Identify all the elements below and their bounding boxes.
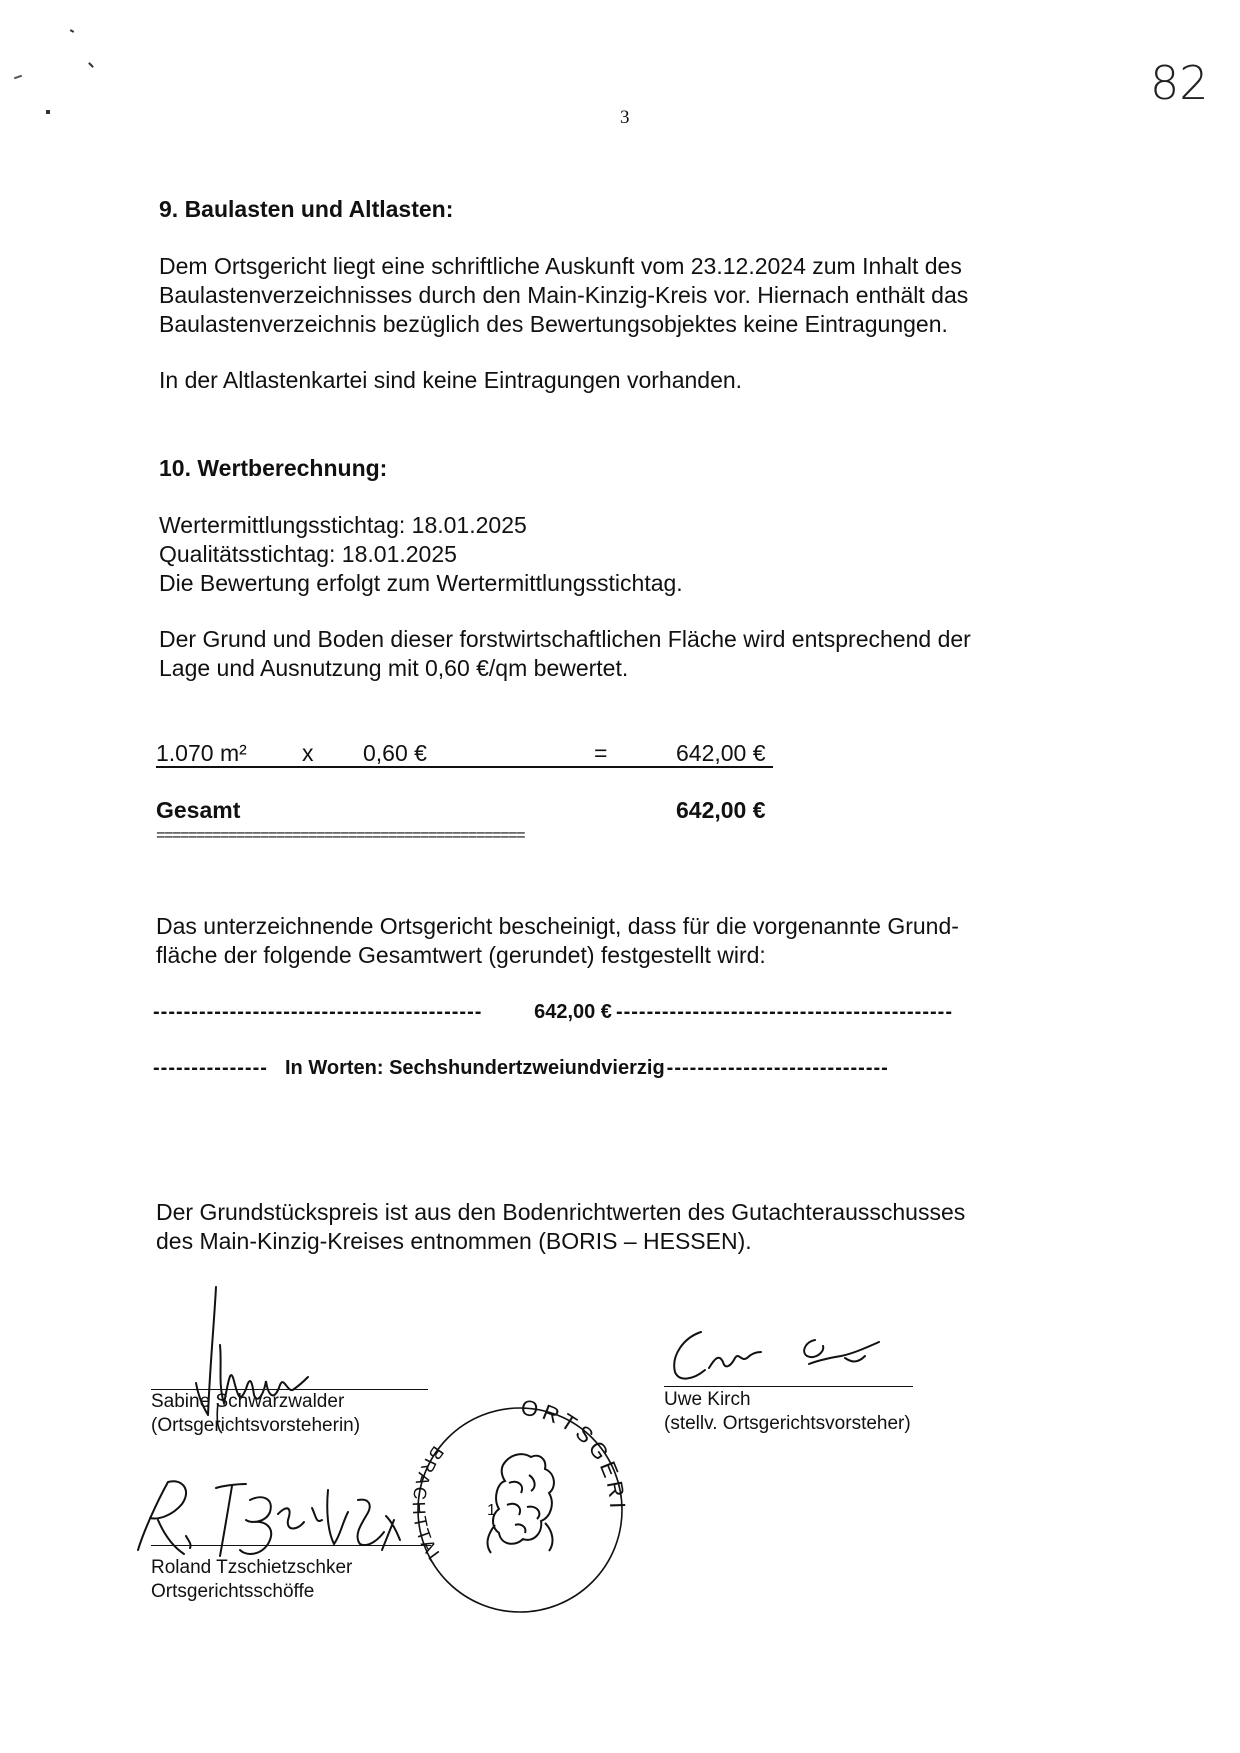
stamp-number: 1 [487,1502,496,1519]
calc-result: 642,00 € [676,740,766,766]
text-line: Der Grundstückspreis ist aus den Bodenrichtwerten des Gutachterausschusses [156,1199,966,1225]
dash-filler: ------------------------------------------- [153,1001,483,1023]
text-line: Dem Ortsgericht liegt eine schriftliche Auskunft vom 23.12.2024 zum Inhalt des [159,253,962,279]
calc-underline [156,766,773,768]
signatory-2 [664,1388,911,1436]
scan-speck [70,29,74,33]
calc-area: 1.070 m² [156,740,247,766]
calc-price: 0,60 € [363,740,427,766]
signatory-1 [151,1390,360,1438]
stamp-text-left: BRACHTTAL [408,1442,449,1570]
scan-speck [14,75,22,80]
signatory-3 [151,1556,352,1604]
source-note [156,1198,965,1256]
text-line: Wertermittlungsstichtag: 18.01.2025 [159,512,527,538]
scan-speck [46,110,50,114]
amount-in-words-line [153,1057,993,1080]
ortsgericht-stamp [395,1375,635,1625]
page-number: 3 [620,107,630,128]
text-line: Lage und Ausnutzung mit 0,60 €/qm bewertet. [159,655,629,681]
text-line: fläche der folgende Gesamtwert (gerundet) festgestellt wird: [156,942,766,968]
stamp-text-right: ORTSGERICHT [395,1375,631,1513]
text-line: Qualitätsstichtag: 18.01.2025 [159,541,457,567]
total-value: 642,00 € [676,797,766,823]
signatory-name: Roland Tzschietzschker [151,1557,353,1578]
signature-tzschietzschker-graphic [128,1460,448,1570]
text-line: Die Bewertung erfolgt zum Wertermittlungsstichtag. [159,570,683,596]
text-line: Baulastenverzeichnis bezüglich des Bewertungsobjektes keine Eintragungen. [159,311,948,337]
signatory-name: Uwe Kirch [664,1389,751,1410]
signature-line [664,1386,913,1387]
total-label: Gesamt [156,797,241,823]
signatory-name: Sabine Schwarzwalder [151,1391,345,1412]
text-line: Der Grund und Boden dieser forstwirtschaftlichen Fläche wird entsprechend der [159,626,971,652]
text-line: Das unterzeichnende Ortsgericht bescheinigt, dass für die vorgenannte Grund- [156,913,959,939]
handwritten-folio-number: 82 [1150,56,1209,110]
dash-filler: ----------------------------- [666,1057,889,1079]
lion-emblem-icon [488,1454,554,1553]
valuation-dates [159,511,683,598]
certification-text [156,912,959,970]
amount-in-words: In Worten: Sechshundertzweiundvierzig [285,1057,665,1079]
valuation-paragraph [159,625,971,683]
dash-filler: -------------------------------------------- [615,1001,953,1023]
section-9-heading: 9. Baulasten und Altlasten: [159,196,454,222]
calc-equals: = [594,740,608,766]
text-line: des Main-Kinzig-Kreises entnommen (BORIS – HESSEN). [156,1228,752,1254]
section-9-paragraph-2: In der Altlastenkartei sind keine Eintragungen vorhanden. [159,367,743,393]
signatory-role: (Ortsgerichtsvorsteherin) [151,1415,361,1436]
signature-line [151,1545,431,1546]
section-10-heading: 10. Wertberechnung: [159,455,388,481]
amount-line [153,1001,993,1024]
section-9-paragraph-1 [159,252,968,339]
certified-amount: 642,00 € [534,1001,612,1023]
text-line: Baulastenverzeichnisses durch den Main-Kinzig-Kreis vor. Hiernach enthält das [159,282,969,308]
signatory-role: Ortsgerichtsschöffe [151,1581,315,1602]
calc-times: x [302,740,314,766]
scan-speck [88,62,94,68]
signatory-role: (stellv. Ortsgerichtsvorsteher) [664,1413,911,1434]
total-double-underline: ============================================== [156,828,525,844]
dash-filler: --------------- [153,1057,268,1079]
